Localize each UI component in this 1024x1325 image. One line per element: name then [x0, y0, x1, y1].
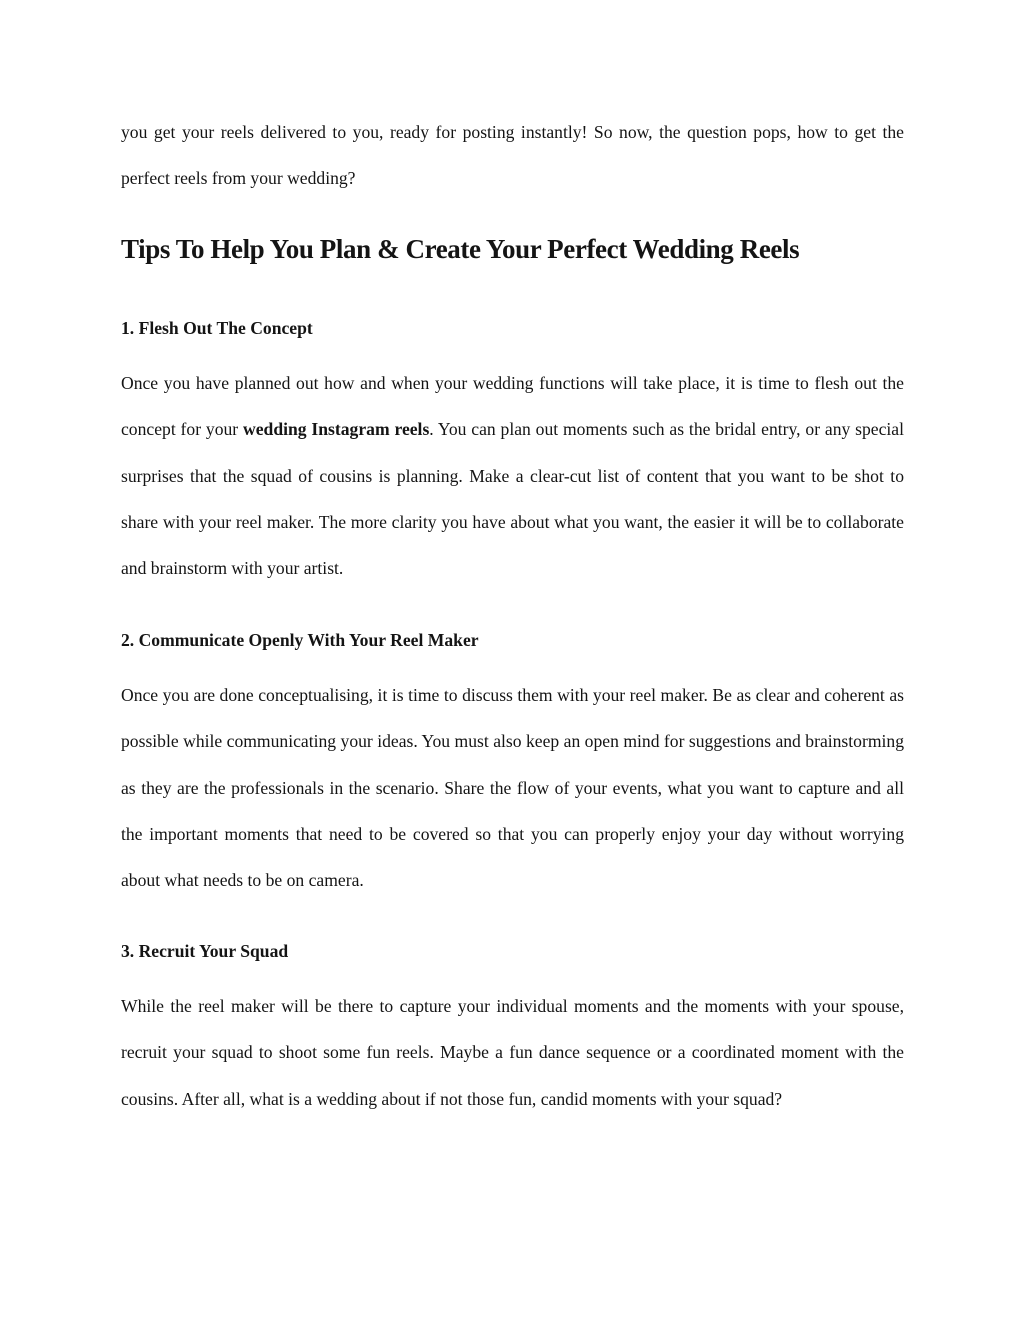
section-heading-squad: 3. Recruit Your Squad: [121, 941, 289, 961]
section-heading-concept: 1. Flesh Out The Concept: [121, 318, 313, 338]
section-paragraph-squad: While the reel maker will be there to capture your individual moments and the moments with your spouse, recruit your squad to shoot some fun reels. Maybe a fun dance sequence or a coordinated moment with the cousins. After all, what is a wedding about if not those fun, candid moments with your squad?: [121, 996, 904, 1109]
section-paragraph-communicate: Once you are done conceptualising, it is time to discuss them with your reel maker. Be as clear and coherent as possible while communicating your ideas. You must also keep an open mind for suggestions and brainstorming as they are the professionals in the scenario. Share the flow of your events, what you want to capture and all the important moments that need to be covered so that you can properly enjoy your day without worrying about what needs to be on camera.: [121, 685, 904, 891]
page-title: Tips To Help You Plan & Create Your Perfect Wedding Reels: [121, 234, 800, 264]
intro-paragraph: you get your reels delivered to you, ready for posting instantly! So now, the question pops, how to get the perfect reels from your wedding?: [121, 122, 904, 189]
section-paragraph-concept: [121, 360, 904, 591]
paragraph-text: . You can plan out moments such as the bridal entry, or any special surprises that the squad of cousins is planning. Make a clear-cut list of content that you want to be shot to share with your reel maker. The more clarity you have about what you want, the easier it will be to collaborate and brainstorm with your artist.: [121, 419, 905, 579]
section-heading-communicate: 2. Communicate Openly With Your Reel Maker: [121, 630, 479, 650]
paragraph-text: Once you have planned out how and when your wedding functions will take place, it is time to flesh out the concept for your: [121, 373, 904, 440]
bold-phrase: wedding Instagram reels: [243, 419, 430, 440]
